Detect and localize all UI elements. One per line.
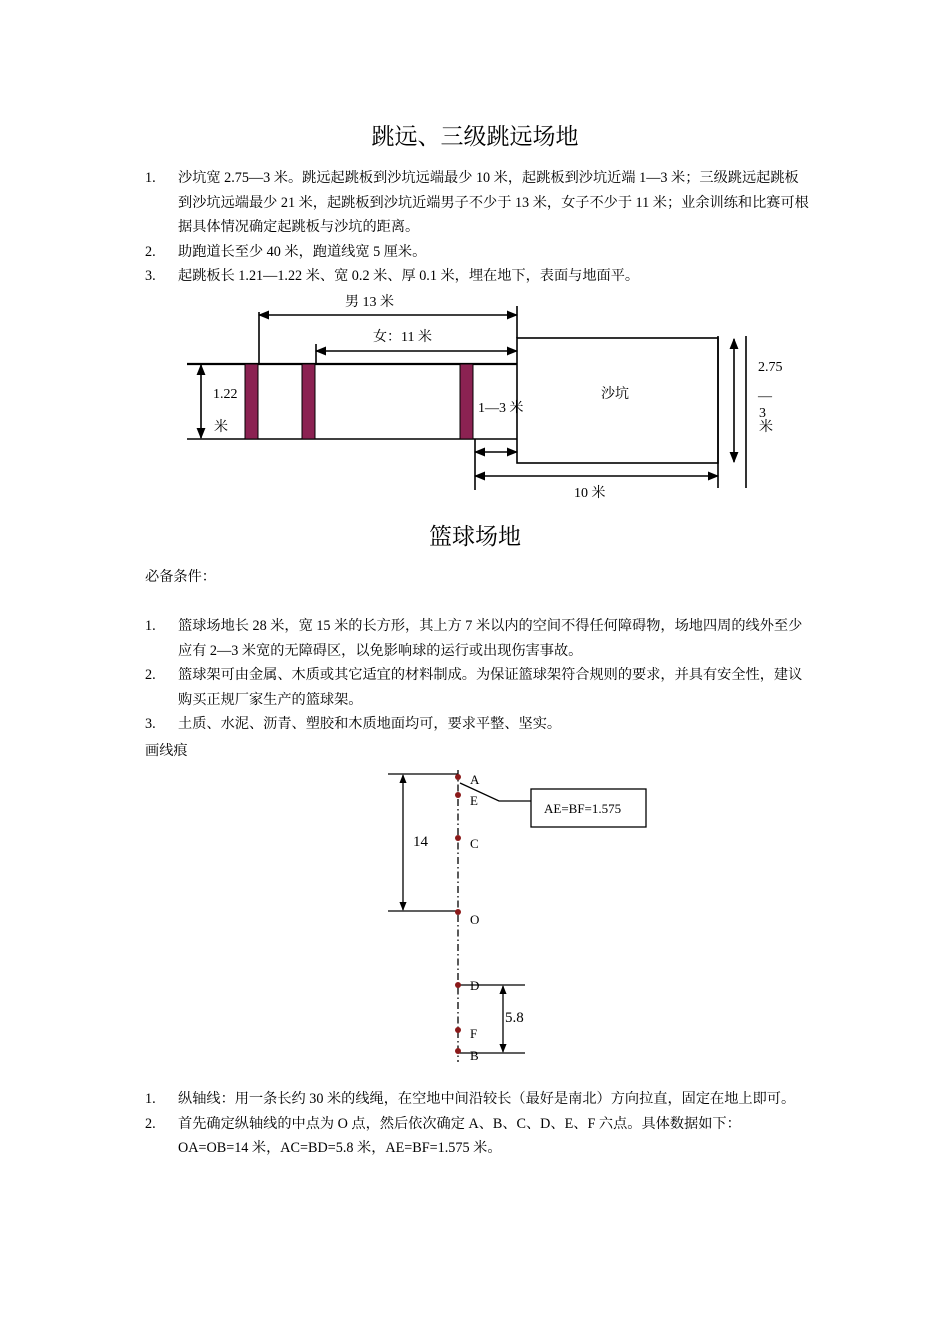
item-text: 起跳板长 1.21—1.22 米、宽 0.2 米、厚 0.1 米，埋在地下，表面与地面平。: [178, 268, 640, 284]
item-text: 纵轴线：用一条长约 30 米的线绳，在空地中间沿较长（最好是南北）方向拉直，固定在地上即可。: [178, 1091, 796, 1107]
list-item: [145, 1112, 810, 1137]
label-board-length: 1.22: [213, 387, 238, 402]
label-5-8: 5.8: [505, 1010, 524, 1026]
basketball-title: 篮球场地: [429, 524, 521, 549]
item-text: 土质、水泥、沥青、塑胶和木质地面均可，要求平整、坚实。: [178, 716, 562, 732]
item-number: 1.: [145, 1091, 156, 1107]
item-text: 沙坑宽 2.75—3 米。跳远起跳板到沙坑远端最少 10 米，起跳板到沙坑近端 1—3 米；三级跳远起跳板到沙坑远端最少 21 米，起跳板到沙坑近端男子不少于 13 米，女子不少于 11 米；业余训练和比赛可根据具体情况确定起跳板与沙坑的距离。: [178, 170, 809, 235]
label-sand-pit: 沙坑: [601, 387, 629, 402]
point-d-marker: [455, 982, 461, 988]
formula-text: OA=OB=14 米，AC=BD=5.8 米，AE=BF=1.575 米。: [178, 1140, 502, 1156]
item-number: 2.: [145, 1115, 156, 1132]
prerequisites-label: 必备条件：: [145, 569, 216, 585]
point-a-label: A: [470, 772, 480, 787]
list-item: [145, 1087, 810, 1112]
point-c-marker: [455, 835, 461, 841]
point-c-label: C: [470, 836, 479, 851]
label-pit-width-3: 3: [759, 406, 766, 421]
item-number: 2.: [145, 243, 156, 260]
item-number: 3.: [145, 268, 156, 284]
item-text: 首先确定纵轴线的中点为 O 点，然后依次确定 A、B、C、D、E、F 六点。具体数据如下：: [178, 1115, 741, 1132]
point-o-marker: [455, 909, 461, 915]
item-number: 2.: [145, 667, 156, 683]
label-pit-width: 2.75: [758, 360, 783, 375]
item-text: 篮球场地长 28 米，宽 15 米的长方形，其上方 7 米以内的空间不得任何障碍物，场地四周的线外至少应有 2—3 米宽的无障碍区，以免影响球的运行或出现伤害事故。: [178, 618, 803, 659]
callout-text: AE=BF=1.575: [544, 801, 622, 816]
label-women-11m: 女：11 米: [373, 330, 432, 345]
label-far-10m: 10 米: [574, 486, 606, 501]
item-text: 篮球架可由金属、木质或其它适宜的材料制成。为保证篮球架符合规则的要求，并具有安全性，建议购买正规厂家生产的篮球架。: [178, 667, 803, 708]
item-number: 3.: [145, 716, 156, 732]
marking-heading: 画线痕: [145, 743, 188, 759]
point-f-label: F: [470, 1026, 478, 1041]
item-number: 1.: [145, 170, 156, 186]
steps-list: [145, 1087, 810, 1161]
item-text: 助跑道长至少 40 米，跑道线宽 5 厘米。: [178, 243, 427, 260]
label-men-13m: 男 13 米: [345, 295, 394, 310]
point-b-label: B: [470, 1048, 479, 1063]
formula-line: [145, 1136, 810, 1161]
point-o-label: O: [470, 912, 480, 927]
label-board-unit: 米: [214, 420, 228, 435]
longjump-title: 跳远、三级跳远场地: [371, 124, 579, 149]
point-e-marker: [455, 792, 461, 798]
axis-points: [455, 772, 480, 1063]
label-pit-width-dash: —: [758, 389, 772, 404]
point-b-marker: [455, 1048, 461, 1054]
point-a-marker: [455, 774, 461, 780]
point-f-marker: [455, 1027, 461, 1033]
item-number: 1.: [145, 618, 156, 634]
label-14: 14: [413, 834, 428, 850]
point-d-label: D: [470, 978, 480, 993]
label-near-distance: 1—3 米: [478, 401, 524, 416]
label-pit-width-unit: 米: [759, 420, 773, 435]
point-e-label: E: [470, 793, 478, 808]
